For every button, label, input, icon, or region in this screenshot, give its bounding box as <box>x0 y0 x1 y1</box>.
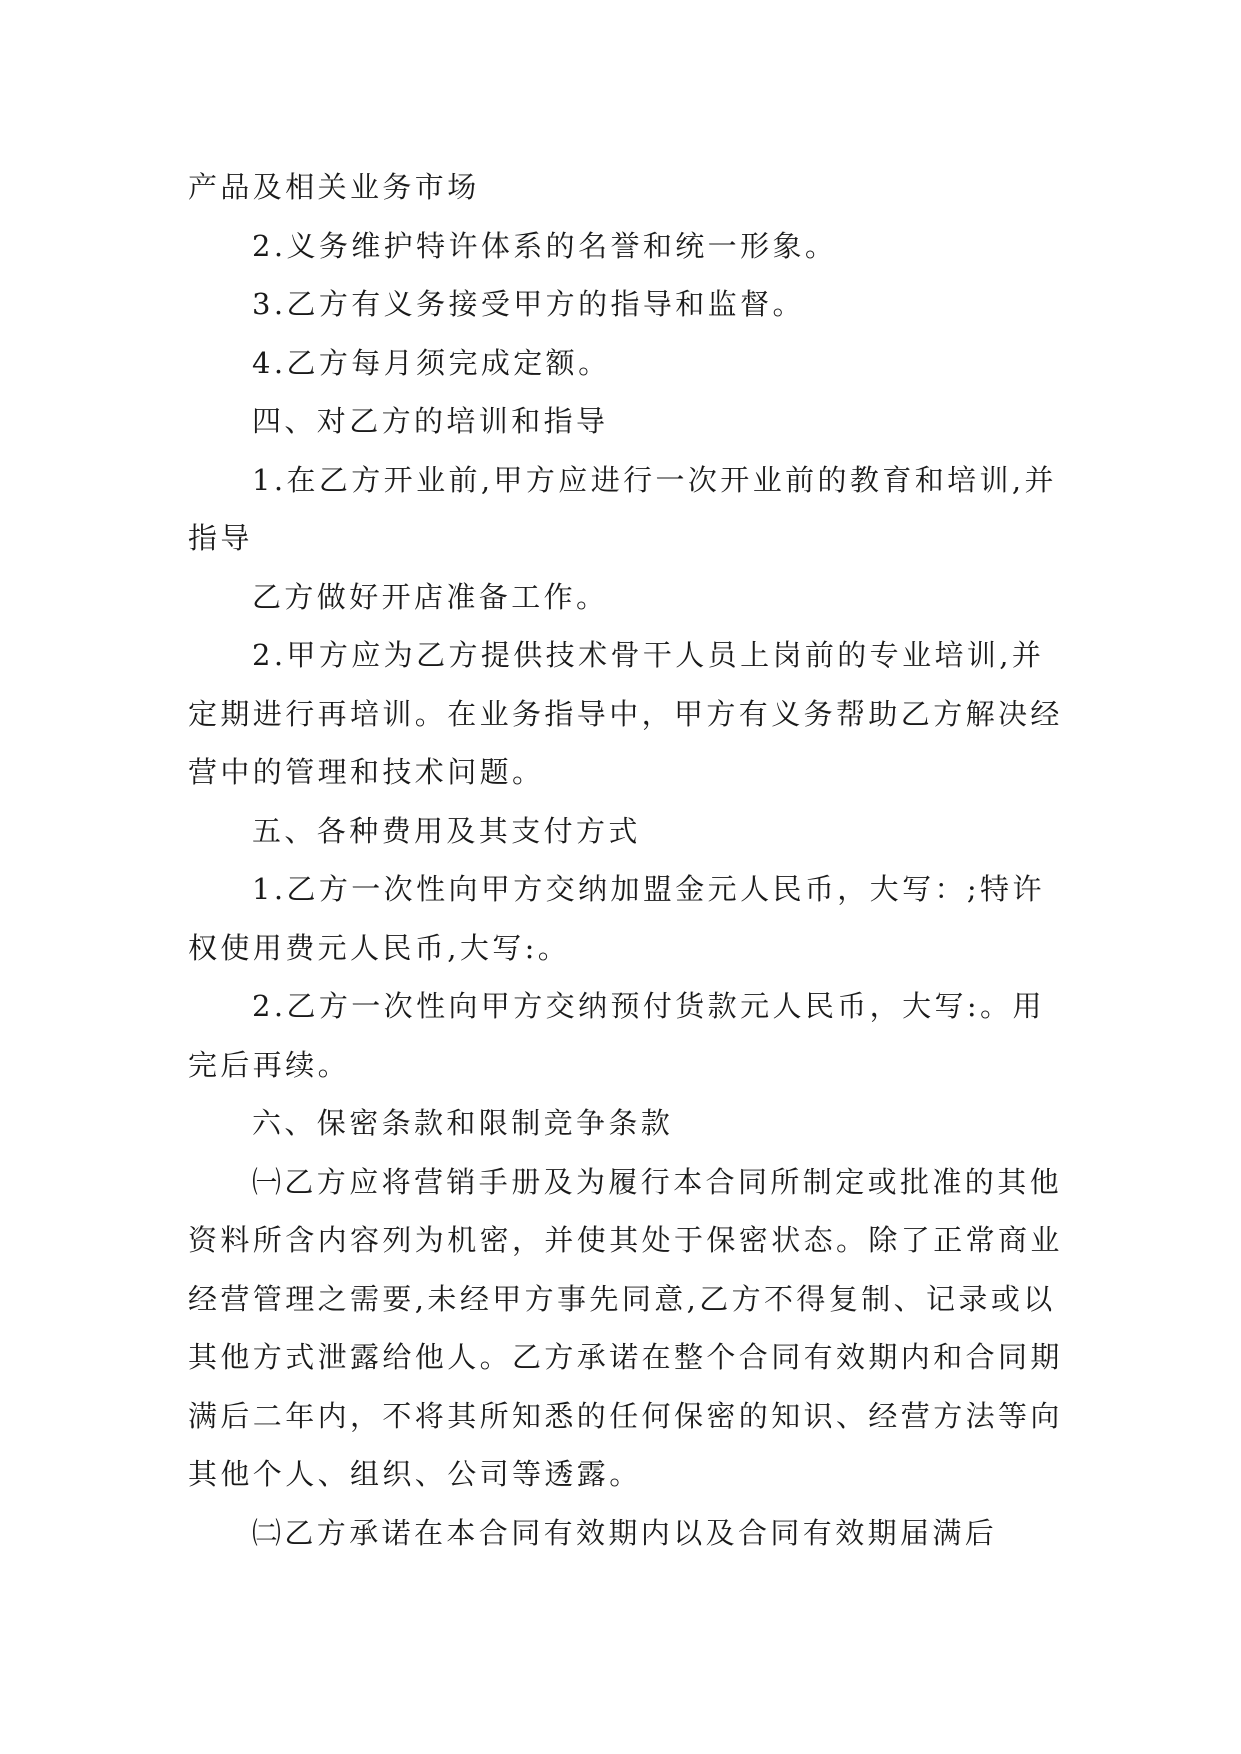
paragraph-11: 2.乙方一次性向甲方交纳预付货款元人民币，大写:。用完后再续。 <box>188 989 1045 1082</box>
section-heading-6: 六、保密条款和限制竞争条款 <box>252 1106 674 1140</box>
paragraph-2: 2.义务维护特许体系的名誉和统一形象。 <box>252 228 838 263</box>
paragraph-1: 产品及相关业务市场 <box>188 170 480 204</box>
paragraph-7: 乙方做好开店准备工作。 <box>252 579 609 614</box>
section-heading-5: 五、各种费用及其支付方式 <box>252 813 641 848</box>
paragraph-3: 3.乙方有义务接受甲方的指导和监督。 <box>252 287 805 321</box>
paragraph-14: ㈡乙方承诺在本合同有效期内以及合同有效期届满后 <box>252 1515 998 1550</box>
document-body <box>188 158 1068 1562</box>
paragraph-13: ㈠乙方应将营销手册及为履行本合同所制定或批准的其他资料所含内容列为机密，并使其处于保密状态。除了正常商业经营管理之需要,未经甲方事先同意,乙方不得复制、记录或以其他方式泄露给他人。乙方承诺在整个合同有效期内和合同期满后二年内，不将其所知悉的任何保密的知识、经营方法等向其他个人、组织、公司等透露。 <box>188 1164 1063 1491</box>
paragraph-6: 1.在乙方开业前,甲方应进行一次开业前的教育和培训,并指导 <box>188 462 1057 555</box>
paragraph-4: 4.乙方每月须完成定额。 <box>252 345 611 380</box>
paragraph-8: 2.甲方应为乙方提供技术骨干人员上岗前的专业培训,并定期进行再培训。在业务指导中，甲方有义务帮助乙方解决经营中的管理和技术问题。 <box>188 638 1063 789</box>
section-heading-4: 四、对乙方的培训和指导 <box>252 404 609 438</box>
paragraph-10: 1.乙方一次性向甲方交纳加盟金元人民币，大写：;特许权使用费元人民币,大写:。 <box>188 872 1045 965</box>
